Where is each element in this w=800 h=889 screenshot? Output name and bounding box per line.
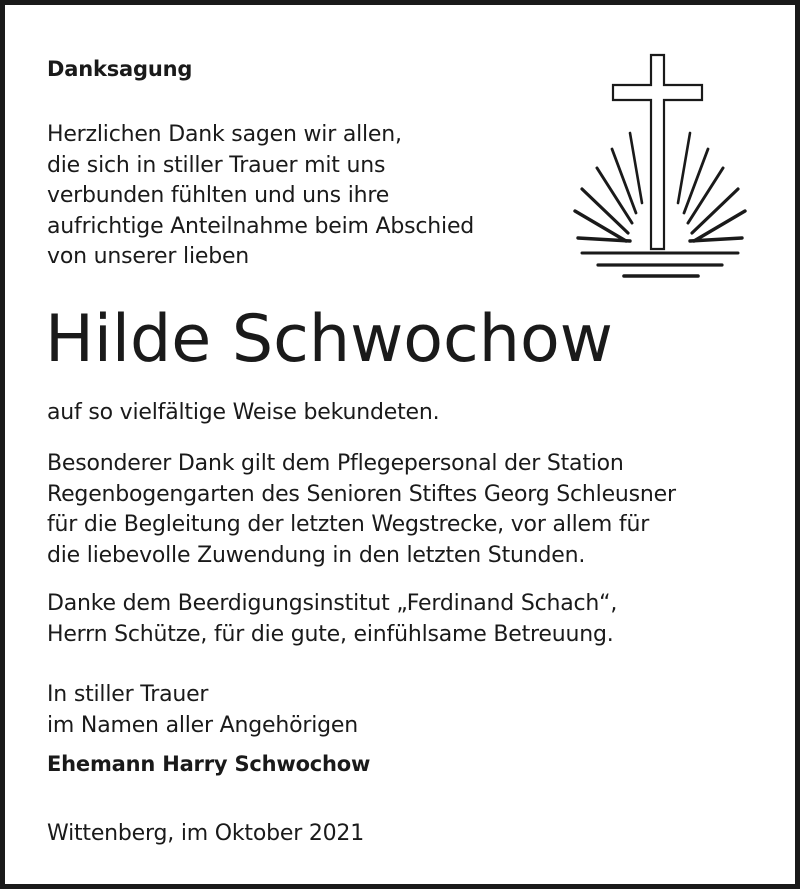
special-thanks-paragraph — [47, 449, 676, 571]
mourning-paragraph — [47, 680, 358, 741]
signature: Ehemann Harry Schwochow — [47, 752, 371, 776]
notice-heading: Danksagung — [47, 57, 193, 81]
intro-line: Herzlichen Dank sagen wir allen, — [47, 122, 402, 147]
mourning-line: In stiller Trauer — [47, 682, 209, 707]
special-thanks-line: Besonderer Dank gilt dem Pflegepersonal der Station — [47, 451, 624, 476]
funeral-thanks-paragraph — [47, 589, 617, 650]
place-date: Wittenberg, im Oktober 2021 — [47, 821, 365, 846]
special-thanks-line: Regenbogengarten des Senioren Stiftes Georg Schleusner — [47, 481, 676, 507]
intro-line: aufrichtige Anteilnahme beim Abschied — [47, 213, 475, 239]
special-thanks-line: die liebevolle Zuwendung in den letzten Stunden. — [47, 542, 586, 568]
funeral-thanks-line: Herrn Schütze, für die gute, einfühlsame Betreuung. — [47, 621, 614, 647]
intro-line: verbunden fühlten und uns ihre — [47, 183, 390, 208]
intro-line: von unserer lieben — [47, 244, 250, 269]
funeral-thanks-line: Danke dem Beerdigungsinstitut „Ferdinand Schach“, — [47, 591, 618, 616]
intro-line: die sich in stiller Trauer mit uns — [47, 152, 386, 178]
deceased-name: Hilde Schwochow — [45, 302, 613, 377]
intro-paragraph — [47, 120, 474, 273]
after-name-line: auf so vielfältige Weise bekundeten. — [47, 400, 440, 425]
special-thanks-line: für die Begleitung der letzten Wegstrecke, vor allem für — [47, 512, 650, 537]
mourning-line: im Namen aller Angehörigen — [47, 712, 358, 738]
cross-with-sun-rays-icon — [570, 53, 750, 288]
